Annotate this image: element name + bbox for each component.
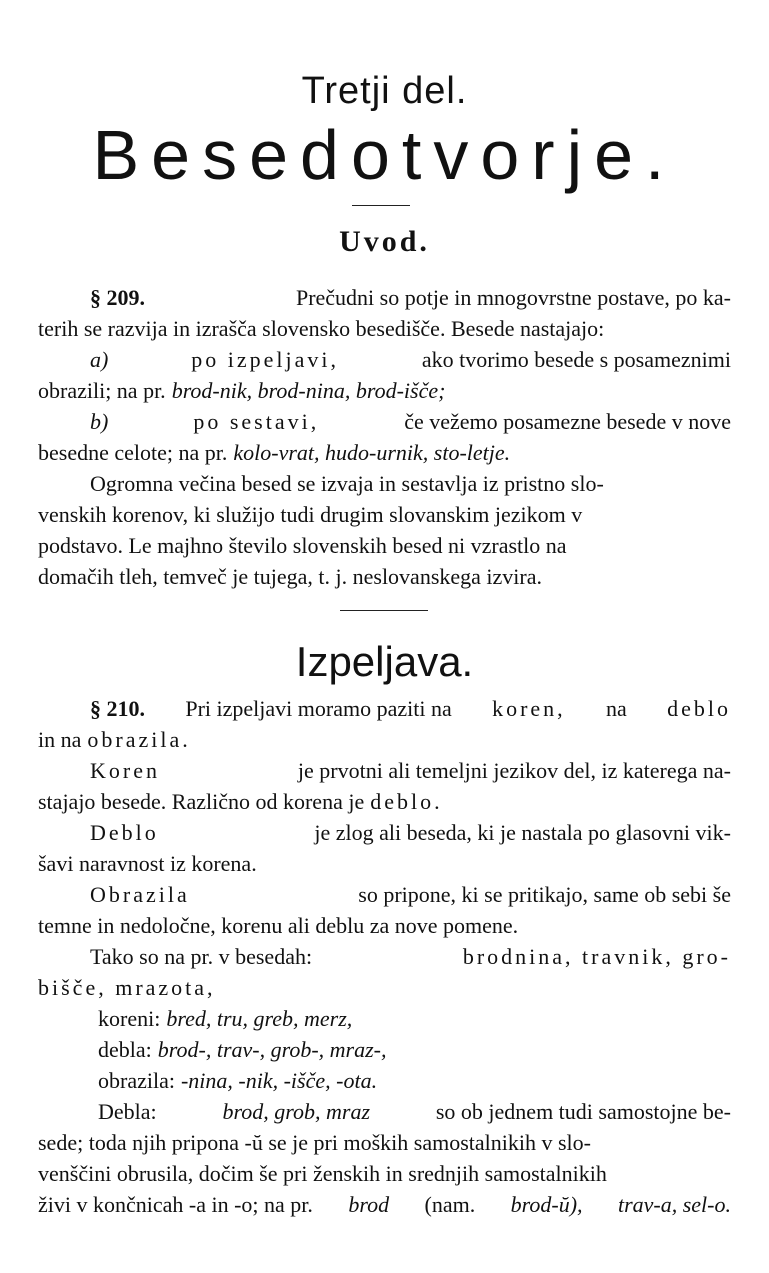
spaced-term: koren, [492,696,566,721]
text-span: obrazili; na pr. [38,378,166,403]
example-words: brod, grob, mraz [222,1099,371,1124]
text-span: so pripone, ki se pritikajo, same ob sebi še [358,882,731,907]
text-span: venščini obrusila, dočim še pri ženskih in srednjih samostalnikih [38,1161,607,1186]
uvod-text [38,282,731,592]
example-words: bred, tru, greb, merz, [166,1006,353,1031]
izpeljava-text [38,693,731,1220]
example-words: -nina, -nik, -išče, -ota. [180,1068,378,1093]
text-line [38,282,731,313]
text-span: če vežemo posamezne besede v nove [404,409,731,434]
text-span: Pri izpeljavi moramo paziti na [185,696,452,721]
text-line [38,561,731,592]
chapter-title: Besedotvorje. [92,116,677,194]
text-span: ako tvorimo besede s posameznimi [421,347,731,372]
text-line [38,1096,731,1127]
text-line [38,817,731,848]
spaced-term: Deblo [90,820,159,845]
list-label: b) [90,409,109,434]
spaced-term: bišče, mrazota, [38,975,216,1000]
paragraph-number: § 210. [90,696,145,721]
text-line [38,375,731,406]
divider [352,205,410,206]
text-line [38,1189,731,1220]
text-span: podstavo. Le majhno število slovenskih besed ni vzrastlo na [38,533,567,558]
text-line [38,530,731,561]
text-line [38,1127,731,1158]
text-span: živi v končnicah -a in -o; na pr. [38,1192,313,1217]
text-span: debla: [98,1037,152,1062]
text-span: besedne celote; na pr. [38,440,228,465]
example-words: brod-nik, brod-nina, brod-išče; [171,378,446,403]
text-line [38,437,731,468]
text-line [38,344,731,375]
text-span: Prečudni so potje in mnogovrstne postave, po ka- [295,285,731,310]
text-line [38,693,731,724]
text-span: na [606,696,627,721]
text-line [38,1065,731,1096]
spaced-term: Koren [90,758,160,783]
text-line [38,941,731,972]
section-heading-izpeljava: Izpeljava. [295,638,474,685]
text-span: je prvotni ali temeljni jezikov del, iz katerega na- [297,758,731,783]
text-line [38,406,731,437]
text-line [38,910,731,941]
example-words: brod-ŭ), [510,1192,583,1217]
spaced-term: Obrazila [90,882,190,907]
text-span: venskih korenov, ki služijo tudi drugim slovanskim jezikom v [38,502,583,527]
text-span: Ogromna večina besed se izvaja in sestavlja iz pristno slo- [90,471,604,496]
text-span: je zlog ali beseda, ki je nastala po glasovni vik- [314,820,731,845]
text-span: temne in nedoločne, korenu ali deblu za nove pomene. [38,913,519,938]
text-span: (nam. [424,1192,476,1217]
text-span: šavi naravnost iz korena. [38,851,257,876]
text-span: in na [38,727,82,752]
text-span: koreni: [98,1006,161,1031]
divider [340,610,428,611]
spaced-term: deblo. [370,789,443,814]
text-span: so ob jednem tudi samostojne be- [435,1099,731,1124]
paragraph-number: § 209. [90,285,145,310]
text-span: terih se razvija in izrašča slovensko besedišče. Besede nastajajo: [38,316,605,341]
text-line [38,972,731,1003]
section-heading-uvod: Uvod. [339,225,430,258]
spaced-term: obrazila. [87,727,191,752]
text-line [38,468,731,499]
spaced-term: brodnina, travnik, gro- [462,944,731,969]
example-words: brod [348,1192,390,1217]
text-line [38,499,731,530]
text-line [38,786,731,817]
text-line [38,313,731,344]
spaced-term: po izpeljavi, [191,347,339,372]
spaced-term: po sestavi, [193,409,320,434]
text-span: sede; toda njih pripona -ŭ se je pri moških samostalnikih v slo- [38,1130,591,1155]
text-span: Debla: [98,1099,157,1124]
text-span: Tako so na pr. v besedah: [90,944,313,969]
text-line [38,724,731,755]
text-span: stajajo besede. Različno od korena je [38,789,365,814]
example-words: kolo-vrat, hudo-urnik, sto-letje. [233,440,511,465]
text-line [38,879,731,910]
text-line [38,1034,731,1065]
text-line [38,848,731,879]
example-words: trav-a, sel-o. [617,1192,731,1217]
spaced-term: deblo [667,696,731,721]
text-line [38,1003,731,1034]
example-words: brod-, trav-, grob-, mraz-, [157,1037,387,1062]
text-line [38,1158,731,1189]
part-heading: Tretji del. [301,70,468,112]
text-span: domačih tleh, temveč je tujega, t. j. neslovanskega izvira. [38,564,542,589]
text-line [38,755,731,786]
text-span: obrazila: [98,1068,175,1093]
list-label: a) [90,347,109,372]
